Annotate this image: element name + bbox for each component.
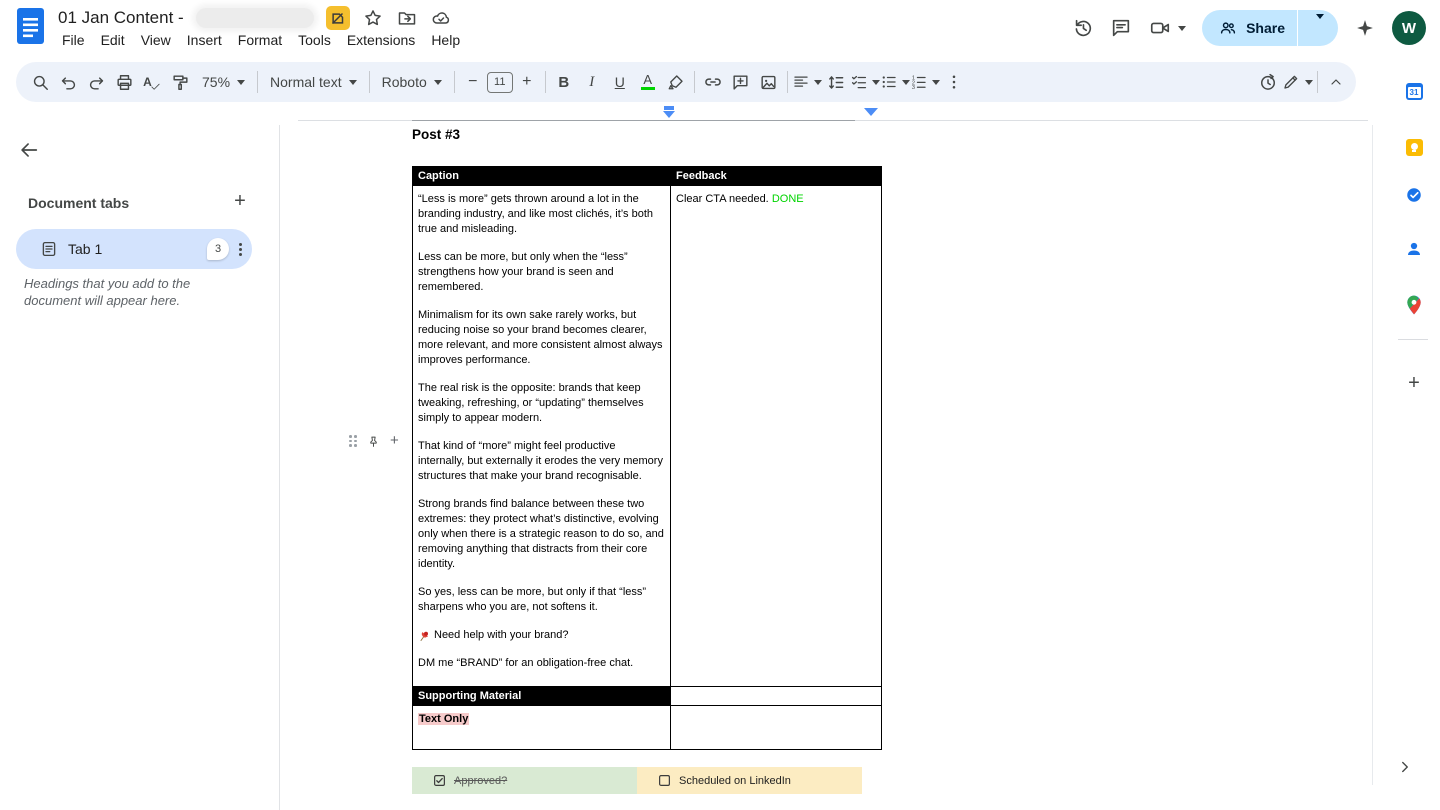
caption-paragraph: The real risk is the opposite: brands that keep tweaking, refreshing, or “updating” themselves simply to appear modern. <box>418 382 644 424</box>
add-addon-icon[interactable]: + <box>1408 371 1420 394</box>
share-divider <box>1297 10 1298 46</box>
hide-panel-icon[interactable] <box>1396 758 1414 776</box>
font-value: Roboto <box>381 74 427 90</box>
table-header-row <box>413 167 881 185</box>
cloud-saved-icon[interactable] <box>430 7 452 29</box>
svg-text:1: 1 <box>911 75 915 82</box>
supporting-material-row <box>413 686 881 705</box>
approved-label: Approved? <box>454 774 508 787</box>
avatar[interactable]: W <box>1392 11 1426 45</box>
caption-paragraph: “Less is more” gets thrown around a lot in the branding industry, and like most clichés, it’s both true and misleading. <box>418 193 653 235</box>
feedback-column-header[interactable]: Feedback <box>671 167 881 185</box>
text-only-value: Text Only <box>419 713 469 725</box>
collapse-sidebar-icon[interactable] <box>18 139 40 161</box>
menu-tools[interactable]: Tools <box>298 32 331 48</box>
post-heading[interactable]: Post #3 <box>412 127 461 142</box>
meet-caret-icon[interactable] <box>1178 26 1186 31</box>
search-icon[interactable] <box>26 68 54 96</box>
pushpin-icon <box>418 630 430 642</box>
menu-view[interactable]: View <box>140 32 171 48</box>
scheduled-label: Scheduled on LinkedIn <box>679 774 791 787</box>
caption-paragraph: DM me “BRAND” for an obligation-free chat. <box>418 657 634 669</box>
content-table[interactable] <box>412 166 882 750</box>
scheduled-cell[interactable] <box>637 767 862 794</box>
tab-options-icon[interactable] <box>239 243 242 256</box>
chevron-down-icon <box>237 80 245 85</box>
rail-divider <box>1398 339 1428 340</box>
menu-extensions[interactable]: Extensions <box>346 32 416 48</box>
timer-icon[interactable] <box>1254 68 1282 96</box>
toolbar-divider <box>257 71 258 93</box>
redo-icon[interactable] <box>82 68 110 96</box>
italic-icon[interactable]: I <box>589 73 595 90</box>
insert-image-icon[interactable] <box>755 68 783 96</box>
caption-cell[interactable] <box>413 186 671 686</box>
menu-insert[interactable]: Insert <box>186 32 222 48</box>
approval-row <box>412 767 862 794</box>
menu-help[interactable]: Help <box>431 32 461 48</box>
add-row-icon[interactable]: + <box>390 432 399 449</box>
caption-paragraph: Strong brands find balance between these two extremes: they protect what’s distinctive, evolving only when there is a strategic reason to do so, and removing anything that distracts from their core identity. <box>418 498 664 570</box>
text-color-icon[interactable]: A <box>634 68 662 96</box>
print-icon[interactable] <box>110 68 138 96</box>
menu-format[interactable]: Format <box>237 32 283 48</box>
menubar <box>54 30 468 50</box>
toolbar-divider <box>1317 71 1318 93</box>
meet-video-button[interactable] <box>1148 17 1186 39</box>
bulleted-list-icon[interactable] <box>880 68 910 96</box>
document-tabs-header: Document tabs <box>28 195 130 211</box>
tab-document-icon <box>40 240 58 258</box>
bold-icon[interactable]: B <box>558 73 570 91</box>
decrease-font-size-button[interactable]: − <box>468 73 478 90</box>
star-icon[interactable] <box>362 7 384 29</box>
docs-logo[interactable] <box>17 8 44 44</box>
drag-handle-icon[interactable] <box>349 435 357 447</box>
share-caret-icon[interactable] <box>1306 19 1334 37</box>
spellcheck-icon[interactable]: A <box>138 68 166 96</box>
caption-column-header[interactable]: Caption <box>413 167 671 185</box>
table-row-controls <box>349 434 399 448</box>
add-comment-icon[interactable] <box>727 68 755 96</box>
caption-paragraph <box>418 628 664 643</box>
keep-icon[interactable] <box>1404 137 1424 157</box>
svg-text:2: 2 <box>911 80 915 87</box>
menu-file[interactable]: File <box>62 32 85 48</box>
text-only-row <box>413 705 881 749</box>
more-icon[interactable] <box>940 68 968 96</box>
toolbar-divider <box>454 71 455 93</box>
toolbar-divider <box>787 71 788 93</box>
zoom-select[interactable] <box>194 68 253 96</box>
share-person-icon <box>1218 19 1238 37</box>
undo-icon[interactable] <box>54 68 82 96</box>
contacts-icon[interactable] <box>1404 239 1424 259</box>
add-tab-button[interactable]: + <box>234 189 246 212</box>
document-title[interactable]: 01 Jan Content - <box>58 8 184 27</box>
left-indent-marker[interactable] <box>663 106 675 118</box>
version-history-icon[interactable] <box>1072 17 1094 39</box>
redacted-title-segment <box>196 8 314 28</box>
chevron-down-icon <box>434 80 442 85</box>
side-panel-divider <box>1372 125 1373 785</box>
move-folder-icon[interactable] <box>396 7 418 29</box>
insert-link-icon[interactable] <box>699 68 727 96</box>
hide-menus-icon[interactable] <box>1322 68 1350 96</box>
feedback-cell[interactable] <box>671 186 881 686</box>
right-indent-marker[interactable] <box>864 108 878 116</box>
zoom-value: 75% <box>202 74 231 90</box>
svg-text:3: 3 <box>911 85 915 91</box>
comments-icon[interactable] <box>1110 17 1132 39</box>
title-row <box>58 6 452 30</box>
checklist-icon[interactable] <box>850 68 880 96</box>
ruler-active-segment <box>412 120 855 121</box>
checked-checkbox-icon[interactable] <box>433 774 446 787</box>
align-icon[interactable] <box>792 68 822 96</box>
approved-cell[interactable] <box>412 767 637 794</box>
supporting-material-header[interactable]: Supporting Material <box>413 687 671 705</box>
underline-icon[interactable]: U <box>614 74 625 90</box>
label-icon[interactable] <box>326 6 350 30</box>
unchecked-checkbox-icon[interactable] <box>658 774 671 787</box>
caption-paragraph: So yes, less can be more, but only if that “less” sharpens who you are, not softens it. <box>418 586 647 613</box>
caption-paragraph: Less can be more, but only when the “less” strengthens how your brand is seen and remembered. <box>418 251 628 293</box>
toolbar-divider <box>369 71 370 93</box>
side-panel-rail <box>1376 55 1440 810</box>
caption-paragraph-text: Need help with your brand? <box>434 629 569 641</box>
maps-icon[interactable] <box>1404 295 1424 315</box>
font-size-input[interactable]: 11 <box>487 72 513 93</box>
outline-hint-text: Headings that you add to the document will appear here. <box>24 276 191 308</box>
font-select[interactable] <box>374 68 450 96</box>
chevron-down-icon <box>349 80 357 85</box>
toolbar-divider <box>545 71 546 93</box>
share-label: Share <box>1246 20 1285 36</box>
supporting-material-right-cell[interactable] <box>671 687 881 705</box>
tab-label: Tab 1 <box>68 241 103 257</box>
gemini-sparkle-icon[interactable] <box>1354 17 1376 39</box>
menu-edit[interactable]: Edit <box>100 32 125 48</box>
toolbar <box>16 62 1356 102</box>
caption-paragraph: That kind of “more” might feel productive internally, but externally it erodes the very memory structures that make your brand recognisable. <box>418 440 663 482</box>
caption-paragraph: Minimalism for its own sake rarely works, but reducing noise so your brand becomes clearer, more relevant, and more consistent almost always improves performance. <box>418 309 663 366</box>
table-body-row <box>413 185 881 686</box>
text-only-cell[interactable] <box>413 706 671 749</box>
pin-row-icon[interactable] <box>367 435 380 448</box>
feedback-status: DONE <box>771 193 804 205</box>
line-spacing-icon[interactable] <box>822 68 850 96</box>
topbar-actions <box>1072 10 1426 46</box>
paint-format-icon[interactable] <box>166 68 194 96</box>
feedback-text: Clear CTA needed. <box>676 193 769 205</box>
editing-mode-icon[interactable] <box>1282 68 1313 96</box>
tasks-icon[interactable] <box>1404 185 1424 205</box>
increase-font-size-button[interactable]: + <box>522 73 532 90</box>
toolbar-divider <box>694 71 695 93</box>
share-button[interactable] <box>1202 10 1338 46</box>
highlight-icon[interactable] <box>662 68 690 96</box>
comment-count-badge[interactable]: 3 <box>207 238 229 260</box>
document-tabs-sidebar <box>0 125 280 810</box>
calendar-icon[interactable]: 31 <box>1404 81 1424 101</box>
numbered-list-icon[interactable] <box>910 68 940 96</box>
styles-select[interactable] <box>262 68 365 96</box>
text-only-right-cell[interactable] <box>671 706 881 749</box>
styles-value: Normal text <box>270 74 342 90</box>
sidebar-tab-1[interactable] <box>16 229 252 269</box>
